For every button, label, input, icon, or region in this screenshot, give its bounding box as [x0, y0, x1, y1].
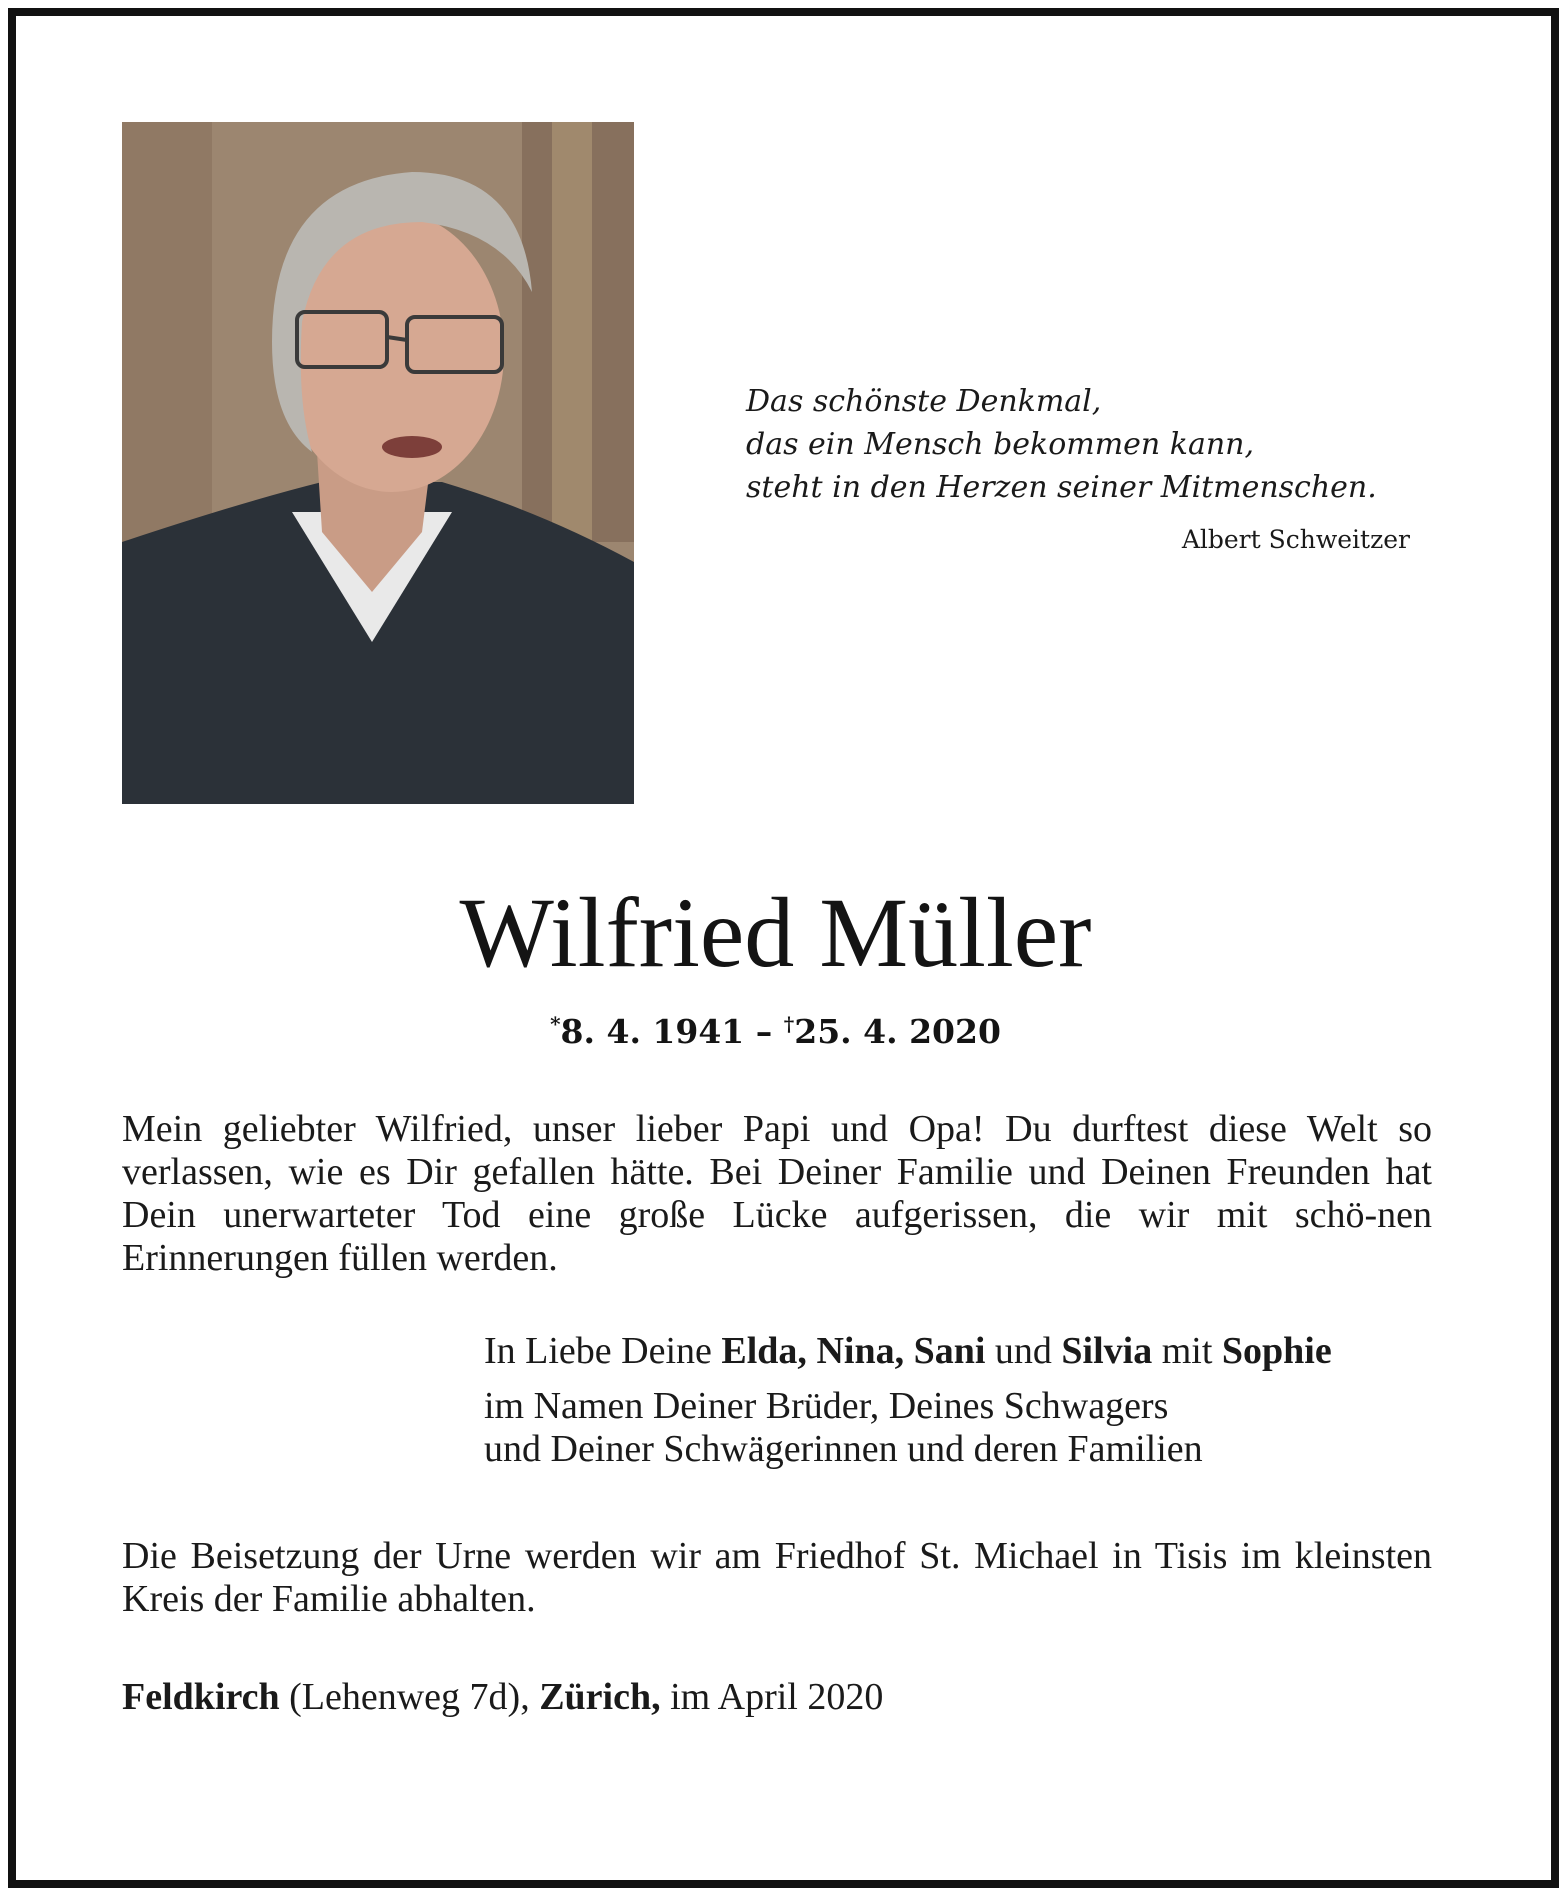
place-city-2: Zürich,: [539, 1676, 661, 1718]
family-name: Silvia: [1061, 1330, 1153, 1372]
quote-block: [746, 380, 1416, 509]
place-date-line: [122, 1676, 1432, 1719]
deceased-name: Wilfried Müller: [459, 877, 1092, 988]
quote-line: Das schönste Denkmal,: [746, 384, 1102, 419]
signature-line-3: und Deiner Schwägerinnen und deren Familien: [484, 1428, 1203, 1470]
quote-line: steht in den Herzen seiner Mitmenschen.: [746, 470, 1377, 505]
birth-date: 8. 4. 1941: [560, 1012, 745, 1051]
place-city-1: Feldkirch: [122, 1676, 280, 1718]
signature-line-2: im Namen Deiner Brüder, Deines Schwagers: [484, 1385, 1169, 1427]
quote-author: Albert Schweitzer: [1181, 525, 1410, 554]
portrait-icon: [122, 122, 634, 804]
family-name: Elda,: [721, 1330, 807, 1372]
burial-notice: Die Beisetzung der Urne werden wir am Friedhof St. Michael in Tisis im kleinsten Kreis der Familie abhalten.: [122, 1535, 1432, 1620]
signature-line-1: [484, 1330, 1444, 1373]
quote-line: das ein Mensch bekommen kann,: [746, 427, 1255, 462]
memorial-message: Mein geliebter Wilfried, unser lieber Papi und Opa! Du durftest diese Welt so verlassen, wie es Dir gefallen hätte. Bei Deiner Familie und Deinen Freunden hat Dein unerwarteter Tod eine große Lücke aufgerissen, die wir mit schö-nen Erinnerungen füllen werden.: [122, 1108, 1432, 1279]
death-symbol: †: [783, 1012, 795, 1036]
signature-intro: In Liebe Deine: [484, 1330, 722, 1372]
family-name: Sophie: [1221, 1330, 1332, 1372]
family-name: Nina,: [816, 1330, 905, 1372]
signature-block: [484, 1330, 1444, 1471]
portrait-photo: [122, 122, 634, 804]
signature-with: mit: [1152, 1330, 1222, 1372]
date-separator: –: [744, 1012, 784, 1051]
birth-symbol: *: [550, 1012, 561, 1036]
life-dates: [0, 1012, 1551, 1051]
death-date: 25. 4. 2020: [794, 1012, 1001, 1051]
place-date: im April 2020: [660, 1676, 884, 1718]
place-address: (Lehenweg 7d),: [279, 1676, 540, 1718]
family-name: Sani: [913, 1330, 986, 1372]
signature-and: und: [985, 1330, 1062, 1372]
